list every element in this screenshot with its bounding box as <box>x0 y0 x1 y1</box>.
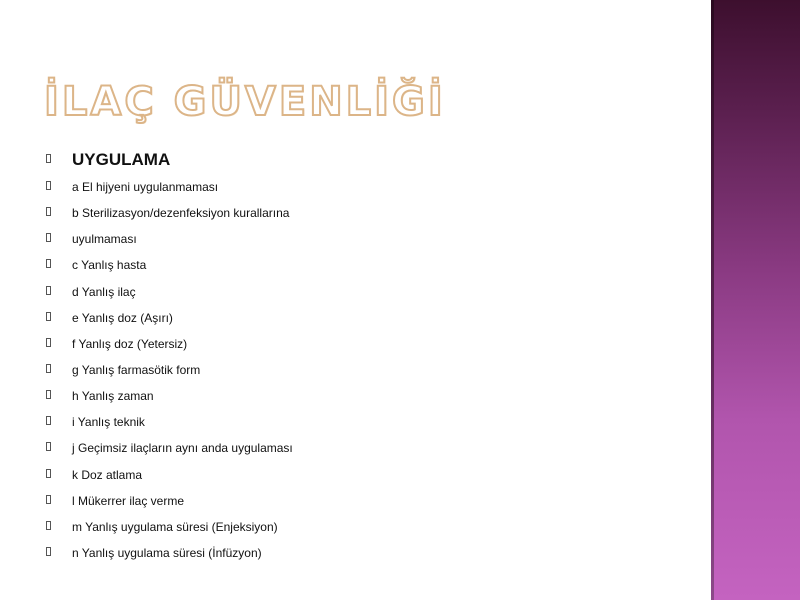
list-item <box>46 435 293 461</box>
list-item <box>46 305 293 331</box>
list-item-text: k Doz atlama <box>72 467 143 482</box>
bullet-icon <box>46 207 51 216</box>
list-item-text: e Yanlış doz (Aşırı) <box>72 310 173 325</box>
list-item-text: uyulmaması <box>72 232 137 247</box>
bullet-icon <box>46 259 51 268</box>
list-item <box>46 174 293 200</box>
list-item-text: i Yanlış teknik <box>72 415 145 430</box>
list-item-text: g Yanlış farmasötik form <box>72 362 201 377</box>
bullet-icon <box>46 312 51 321</box>
list-item <box>46 252 293 278</box>
bullet-icon <box>46 521 51 530</box>
list-item <box>46 462 293 488</box>
list-item-text: m Yanlış uygulama süresi (Enjeksiyon) <box>72 519 278 534</box>
list-item-text: b Sterilizasyon/dezenfeksiyon kurallarına <box>72 206 290 221</box>
list-item <box>46 357 293 383</box>
slide-title: İLAÇ GÜVENLİĞİ <box>44 79 446 125</box>
list-item <box>46 279 293 305</box>
bullet-icon <box>46 364 51 373</box>
bullet-icon <box>46 469 51 478</box>
bullet-icon <box>46 495 51 504</box>
list-item <box>46 226 293 252</box>
bullet-icon <box>46 416 51 425</box>
list-item <box>46 488 293 514</box>
side-decoration-band <box>714 0 800 600</box>
list-item <box>46 331 293 357</box>
list-heading-text: UYGULAMA <box>72 150 171 169</box>
bullet-icon <box>46 286 51 295</box>
bullet-list <box>46 146 293 566</box>
bullet-icon <box>46 390 51 399</box>
bullet-icon <box>46 338 51 347</box>
list-item-text: c Yanlış hasta <box>72 258 147 273</box>
bullet-icon <box>46 154 51 163</box>
list-item <box>46 200 293 226</box>
bullet-icon <box>46 181 51 190</box>
list-item-text: d Yanlış ilaç <box>72 284 136 299</box>
list-item <box>46 540 293 566</box>
bullet-icon <box>46 547 51 556</box>
list-item-text: a El hijyeni uygulanmaması <box>72 180 219 194</box>
bullet-icon <box>46 233 51 242</box>
list-item-text: l Mükerrer ilaç verme <box>72 493 185 508</box>
list-item <box>46 383 293 409</box>
list-item-text: f Yanlış doz (Yetersiz) <box>72 336 188 351</box>
list-item-text: j Geçimsiz ilaçların aynı anda uygulaması <box>72 441 293 456</box>
list-item <box>46 514 293 540</box>
list-item <box>46 409 293 435</box>
list-item-text: h Yanlış zaman <box>72 389 154 404</box>
bullet-icon <box>46 442 51 451</box>
list-heading <box>46 146 293 174</box>
list-item-text: n Yanlış uygulama süresi (İnfüzyon) <box>72 545 262 560</box>
